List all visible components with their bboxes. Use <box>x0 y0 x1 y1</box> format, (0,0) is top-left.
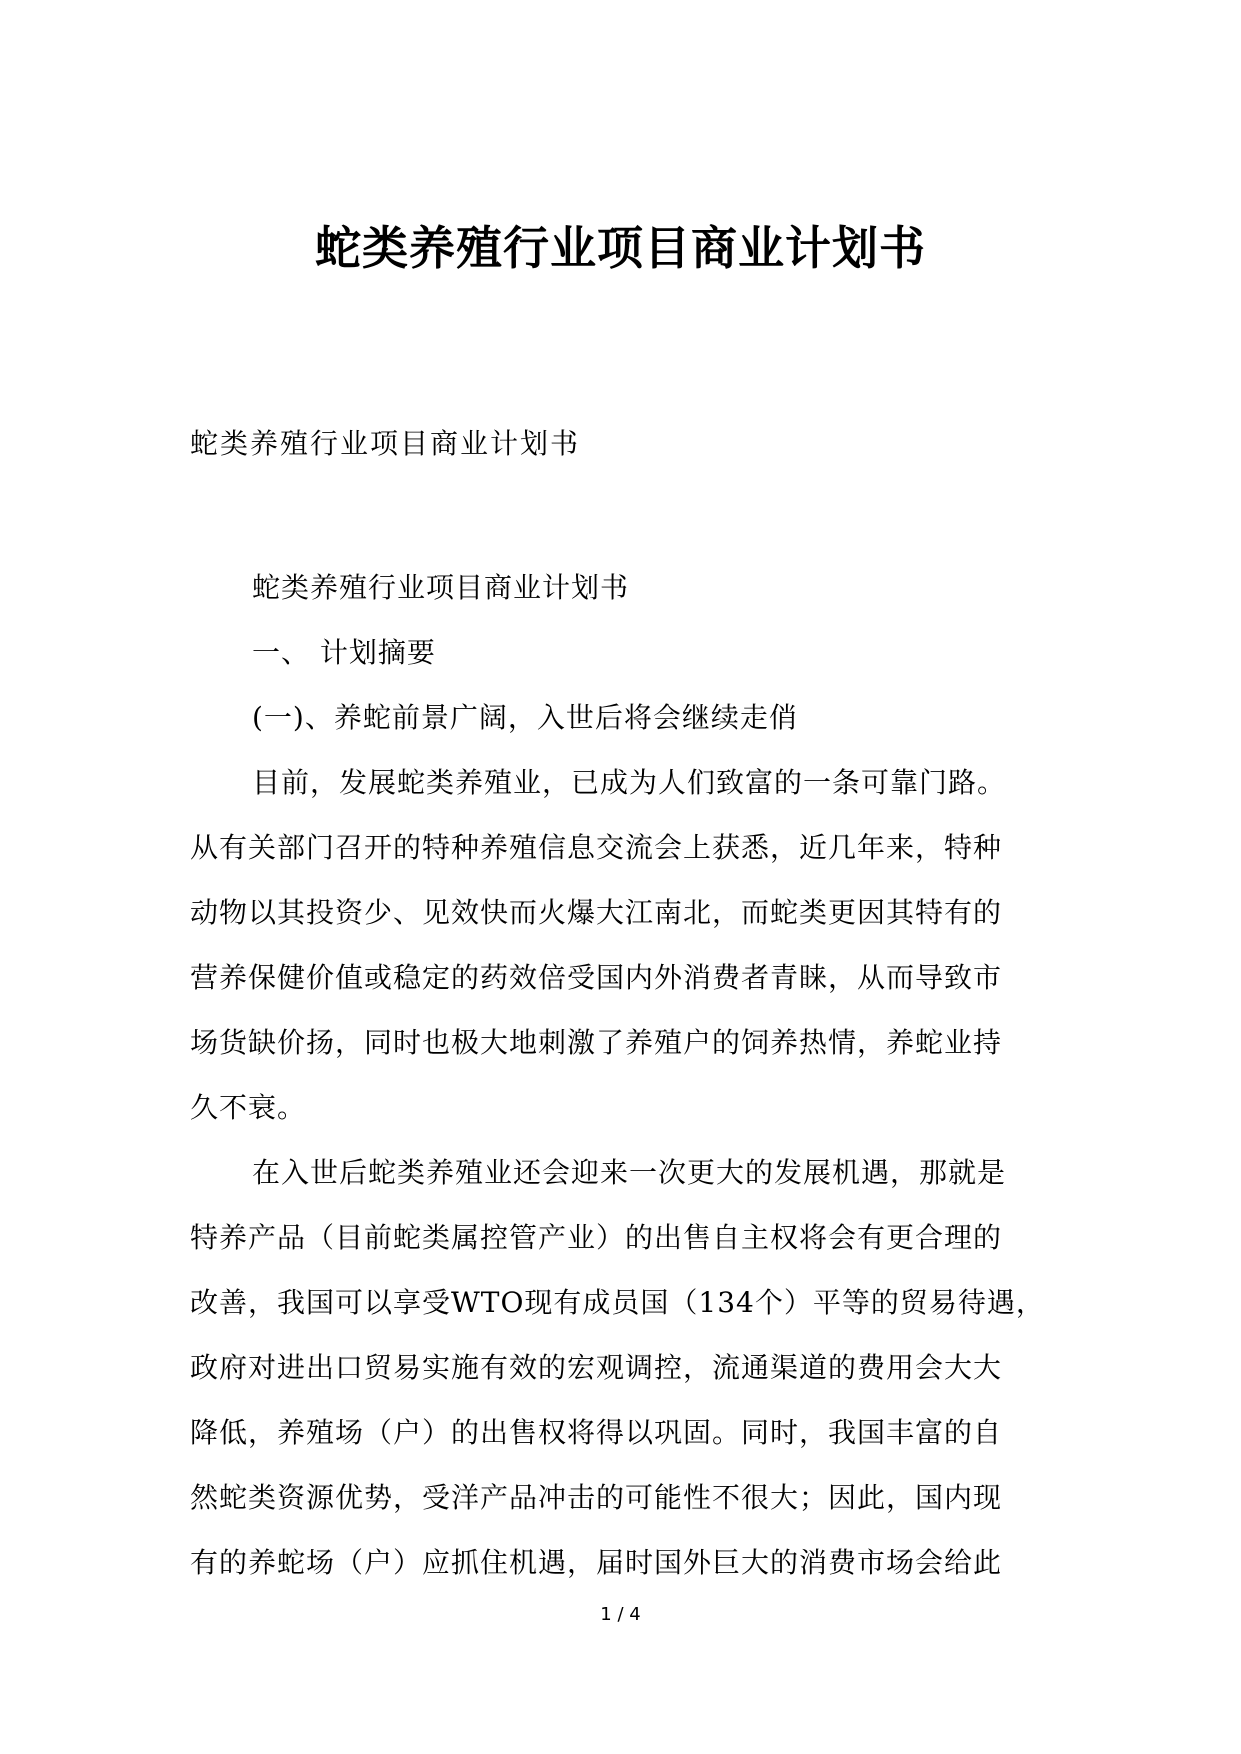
body-line: 场货缺价扬，同时也极大地刺激了养殖户的饲养热情，养蛇业持 <box>190 1026 1003 1059</box>
body-line: 动物以其投资少、见效快而火爆大江南北，而蛇类更因其特有的 <box>190 896 1003 929</box>
document-subtitle: 蛇类养殖行业项目商业计划书 <box>190 427 581 460</box>
document-body <box>190 555 1060 1595</box>
section-heading: 一、 计划摘要 <box>252 636 436 669</box>
body-line: 从有关部门召开的特种养殖信息交流会上获悉，近几年来，特种 <box>190 831 1003 864</box>
body-line: 然蛇类资源优势，受洋产品冲击的可能性不很大；因此，国内现 <box>190 1481 1003 1514</box>
body-line: 降低，养殖场（户）的出售权将得以巩固。同时，我国丰富的自 <box>190 1416 1003 1449</box>
body-line: 在入世后蛇类养殖业还会迎来一次更大的发展机遇，那就是 <box>252 1156 1007 1189</box>
body-line: 有的养蛇场（户）应抓住机遇，届时国外巨大的消费市场会给此 <box>190 1546 1003 1579</box>
page-number: 1 / 4 <box>600 1604 641 1625</box>
body-line: 政府对进出口贸易实施有效的宏观调控，流通渠道的费用会大大 <box>190 1351 1003 1384</box>
body-line: 蛇类养殖行业项目商业计划书 <box>252 571 630 604</box>
document-title: 蛇类养殖行业项目商业计划书 <box>315 221 926 275</box>
body-line: 久不衰。 <box>190 1091 307 1124</box>
body-line: 改善，我国可以享受WTO现有成员国（134个）平等的贸易待遇， <box>190 1286 1045 1319</box>
subsection-heading: (一)、养蛇前景广阔，入世后将会继续走俏 <box>252 701 798 734</box>
body-line: 特养产品（目前蛇类属控管产业）的出售自主权将会有更合理的 <box>190 1221 1003 1254</box>
body-line: 营养保健价值或稳定的药效倍受国内外消费者青睐，从而导致市 <box>190 961 1003 994</box>
body-line: 目前，发展蛇类养殖业，已成为人们致富的一条可靠门路。 <box>252 766 1007 799</box>
